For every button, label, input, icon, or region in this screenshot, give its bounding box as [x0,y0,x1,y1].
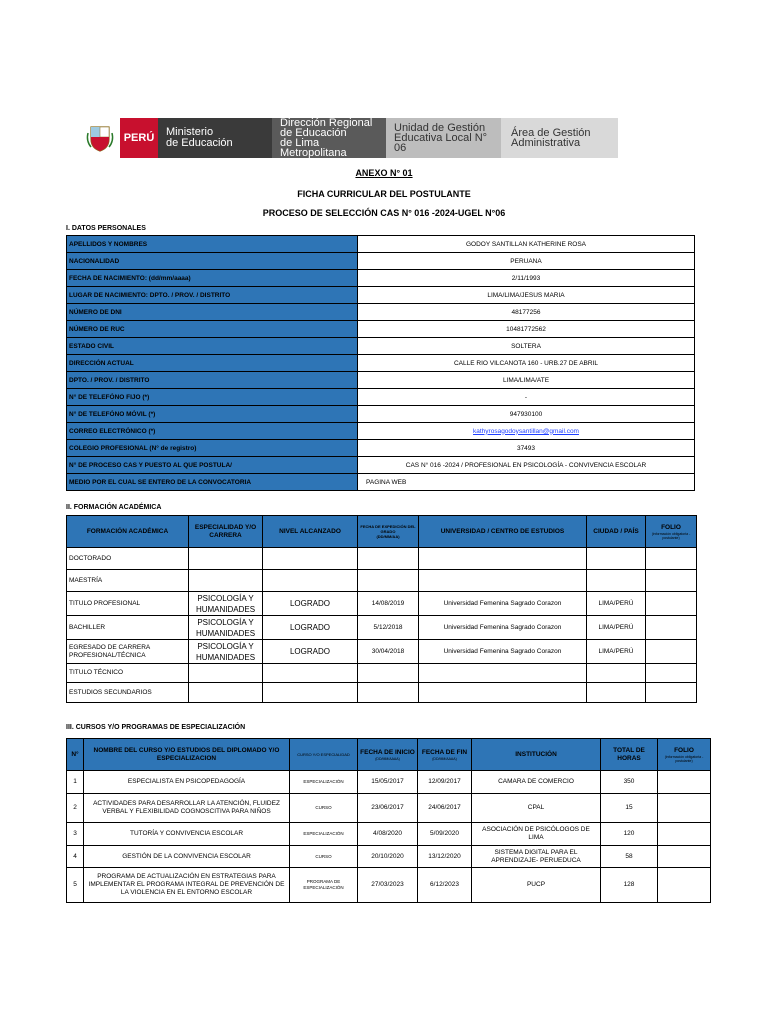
personal-row [67,321,695,338]
personal-row [67,423,695,440]
academic-cell-nivel [263,570,358,592]
col-folio: FOLIO (información obligatoria - postulante) [646,516,697,548]
col-ciudad: CIUDAD / PAÍS [587,516,646,548]
ministry-label: Ministerio de Educación [158,118,272,158]
col-inicio: FECHA DE INICIO (DD/MM/AAAA) [358,739,418,771]
personal-row [67,440,695,457]
academic-cell-folio [646,592,697,616]
course-cell-institucion: CAMARA DE COMERCIO [472,771,601,794]
academic-cell-fecha [358,548,419,570]
course-cell-horas: 128 [601,868,658,903]
personal-label: CORREO ELECTRÓNICO (*) [67,423,358,440]
personal-row [67,406,695,423]
personal-label: NÚMERO DE DNI [67,304,358,321]
course-cell-institucion: ASOCIACIÓN DE PSICÓLOGOS DE LIMA [472,823,601,846]
academic-row [67,683,697,703]
personal-label: DIRECCIÓN ACTUAL [67,355,358,372]
academic-cell-nivel: LOGRADO [263,592,358,616]
personal-label: FECHA DE NACIMIENTO: (dd/mm/aaaa) [67,270,358,287]
personal-value: GODOY SANTILLAN KATHERINE ROSA [358,236,695,253]
academic-cell-formacion: EGRESADO DE CARRERA PROFESIONAL/TÉCNICA [67,640,189,664]
personal-value: 10481772562 [358,321,695,338]
personal-value: - [358,389,695,406]
academic-cell-fecha: 14/08/2019 [358,592,419,616]
course-cell-tipo: CURSO [290,794,358,823]
academic-table [66,515,697,703]
academic-cell-universidad: Universidad Femenina Sagrado Corazon [419,592,587,616]
course-cell-nombre: PROGRAMA DE ACTUALIZACIÓN EN ESTRATEGIAS PARA IMPLEMENTAR EL PROGRAMA INTEGRAL DE PREVENCIÓN DE LA VIOLENCIA EN EL ENTORNO ESCOLAR [84,868,290,903]
academic-cell-especialidad: PSICOLOGÍA Y HUMANIDADES [189,640,263,664]
course-cell-nombre: TUTORÍA Y CONVIVENCIA ESCOLAR [84,823,290,846]
academic-cell-ciudad: LIMA/PERÚ [587,592,646,616]
course-cell-folio [658,771,711,794]
personal-row [67,355,695,372]
personal-label: ESTADO CIVIL [67,338,358,355]
course-cell-n: 5 [67,868,84,903]
academic-cell-formacion: TITULO TÉCNICO [67,664,189,683]
course-cell-institucion: PUCP [472,868,601,903]
academic-cell-formacion: DOCTORADO [67,548,189,570]
process-title: PROCESO DE SELECCIÓN CAS N° 016 -2024-UGEL N°06 [262,208,506,218]
course-cell-folio [658,846,711,868]
personal-value: LIMA/LIMA/ATE [358,372,695,389]
personal-value: 2/11/1993 [358,270,695,287]
academic-cell-ciudad: LIMA/PERÚ [587,640,646,664]
academic-cell-nivel [263,548,358,570]
academic-cell-formacion: MAESTRÍA [67,570,189,592]
course-cell-nombre: GESTIÓN DE LA CONVIVENCIA ESCOLAR [84,846,290,868]
academic-cell-especialidad: PSICOLOGÍA Y HUMANIDADES [189,592,263,616]
course-cell-n: 1 [67,771,84,794]
academic-cell-universidad: Universidad Femenina Sagrado Corazon [419,640,587,664]
courses-section-title: III. CURSOS Y/O PROGRAMAS DE ESPECIALIZACIÓN [66,724,246,731]
academic-cell-formacion: BACHILLER [67,616,189,640]
course-row [67,771,711,794]
course-cell-fin: 24/06/2017 [418,794,472,823]
course-cell-tipo: ESPECIALIZACIÓN [290,771,358,794]
personal-label: N° DE TELEFÓNO MÓVIL (*) [67,406,358,423]
col-fecha: FECHA DE EXPEDICIÓN DEL GRADO (DD/MM/AA) [358,516,419,548]
course-cell-fin: 5/09/2020 [418,823,472,846]
course-cell-folio [658,794,711,823]
personal-row [67,270,695,287]
course-cell-tipo: ESPECIALIZACIÓN [290,823,358,846]
course-cell-inicio: 27/03/2023 [358,868,418,903]
course-row [67,846,711,868]
academic-cell-nivel: LOGRADO [263,616,358,640]
personal-value: PAGINA WEB [358,474,695,491]
personal-value: 947930100 [358,406,695,423]
academic-cell-universidad: Universidad Femenina Sagrado Corazon [419,616,587,640]
form-title: FICHA CURRICULAR DEL POSTULANTE [297,189,471,199]
course-cell-horas: 58 [601,846,658,868]
annex-title: ANEXO N° 01 [355,168,413,178]
academic-cell-ciudad: LIMA/PERÚ [587,616,646,640]
col-institucion: INSTITUCIÓN [472,739,601,771]
personal-value: CALLE RIO VILCANOTA 160 - URB.27 DE ABRIL [358,355,695,372]
course-cell-tipo: PROGRAMA DE ESPECIALIZACIÓN [290,868,358,903]
personal-row [67,338,695,355]
course-cell-fin: 13/12/2020 [418,846,472,868]
personal-label: DPTO. / PROV. / DISTRITO [67,372,358,389]
academic-cell-folio [646,683,697,703]
personal-row [67,253,695,270]
academic-cell-folio [646,664,697,683]
ugel-label: Unidad de Gestión Educativa Local N° 06 [386,118,501,158]
personal-label: COLEGIO PROFESIONAL (N° de registro) [67,440,358,457]
personal-data-table [66,235,695,491]
academic-row [67,640,697,664]
academic-cell-nivel [263,664,358,683]
personal-label: NÚMERO DE RUC [67,321,358,338]
academic-cell-especialidad [189,664,263,683]
course-cell-horas: 350 [601,771,658,794]
personal-label: N° DE PROCESO CAS Y PUESTO AL QUE POSTULA/ [67,457,358,474]
course-cell-institucion: CPAL [472,794,601,823]
academic-cell-fecha [358,570,419,592]
personal-label: MEDIO POR EL CUAL SE ENTERO DE LA CONVOCATORIA [67,474,358,491]
dre-label: Dirección Regional de Educación de Lima Metropolitana [272,118,386,158]
academic-row [67,592,697,616]
personal-row [67,457,695,474]
col-tipo: CURSO Y/O ESPECIALIDAD [290,739,358,771]
course-row [67,868,711,903]
course-cell-inicio: 20/10/2020 [358,846,418,868]
peru-crest-icon [80,118,120,158]
personal-value: LIMA/LIMA/JESUS MARIA [358,287,695,304]
academic-row [67,548,697,570]
personal-value: CAS N° 016 -2024 / PROFESIONAL EN PSICOLOGÍA - CONVIVENCIA ESCOLAR [358,457,695,474]
course-cell-inicio: 23/06/2017 [358,794,418,823]
academic-cell-formacion: ESTUDIOS SECUNDARIOS [67,683,189,703]
personal-row [67,474,695,491]
course-row [67,823,711,846]
course-cell-n: 2 [67,794,84,823]
academic-cell-formacion: TITULO PROFESIONAL [67,592,189,616]
col-universidad: UNIVERSIDAD / CENTRO DE ESTUDIOS [419,516,587,548]
area-label: Área de Gestión Administrativa [501,118,618,158]
personal-row [67,287,695,304]
academic-cell-fecha [358,683,419,703]
personal-row [67,389,695,406]
course-cell-folio [658,823,711,846]
academic-row [67,570,697,592]
institutional-header [80,118,618,158]
academic-cell-universidad [419,664,587,683]
col-horas: TOTAL DE HORAS [601,739,658,771]
course-cell-n: 3 [67,823,84,846]
academic-cell-fecha [358,664,419,683]
course-cell-inicio: 4/08/2020 [358,823,418,846]
personal-value: 48177256 [358,304,695,321]
academic-cell-folio [646,570,697,592]
academic-cell-ciudad [587,570,646,592]
personal-row [67,304,695,321]
academic-cell-universidad [419,570,587,592]
academic-cell-fecha: 30/04/2018 [358,640,419,664]
courses-table [66,738,711,903]
personal-value [358,423,695,440]
personal-row [67,236,695,253]
personal-value: 37493 [358,440,695,457]
personal-value: PERUANA [358,253,695,270]
academic-cell-especialidad [189,548,263,570]
personal-label: LUGAR DE NACIMIENTO: DPTO. / PROV. / DISTRITO [67,287,358,304]
academic-cell-especialidad [189,570,263,592]
email-link[interactable]: kathyrosagodoysantillan@gmail.com [473,427,579,435]
academic-row [67,616,697,640]
personal-label: APELLIDOS Y NOMBRES [67,236,358,253]
course-cell-horas: 120 [601,823,658,846]
personal-label: N° DE TELEFÓNO FIJO (*) [67,389,358,406]
course-cell-institucion: SISTEMA DIGITAL PARA EL APRENDIZAJE- PERUEDUCA [472,846,601,868]
course-cell-horas: 15 [601,794,658,823]
course-row [67,794,711,823]
academic-cell-especialidad: PSICOLOGÍA Y HUMANIDADES [189,616,263,640]
personal-row [67,372,695,389]
col-especialidad: ESPECIALIDAD Y/O CARRERA [189,516,263,548]
col-nombre: NOMBRE DEL CURSO Y/O ESTUDIOS DEL DIPLOMADO Y/O ESPECIALIZACION [84,739,290,771]
course-cell-fin: 6/12/2023 [418,868,472,903]
col-n: N° [67,739,84,771]
course-cell-n: 4 [67,846,84,868]
course-cell-tipo: CURSO [290,846,358,868]
course-cell-nombre: ACTIVIDADES PARA DESARROLLAR LA ATENCIÓN, FLUIDEZ VERBAL Y FLEXIBILIDAD COGNOSCITIVA PARA NIÑOS [84,794,290,823]
personal-section-title: I. DATOS PERSONALES [66,225,146,232]
academic-cell-ciudad [587,664,646,683]
academic-cell-nivel [263,683,358,703]
course-cell-folio [658,868,711,903]
academic-cell-universidad [419,683,587,703]
academic-row [67,664,697,683]
academic-cell-nivel: LOGRADO [263,640,358,664]
academic-cell-folio [646,616,697,640]
course-cell-inicio: 15/05/2017 [358,771,418,794]
academic-cell-folio [646,640,697,664]
academic-cell-universidad [419,548,587,570]
academic-cell-fecha: 5/12/2018 [358,616,419,640]
col-formacion: FORMACIÓN ACADÉMICA [67,516,189,548]
academic-section-title: II. FORMACIÓN ACADÉMICA [66,504,162,511]
academic-cell-ciudad [587,683,646,703]
peru-label: PERÚ [120,118,158,158]
col-folio: FOLIO (información obligatoria - postulante) [658,739,711,771]
col-fin: FECHA DE FIN (DD/MM/AAAA) [418,739,472,771]
academic-cell-folio [646,548,697,570]
academic-cell-ciudad [587,548,646,570]
col-nivel: NIVEL ALCANZADO [263,516,358,548]
academic-cell-especialidad [189,683,263,703]
course-cell-fin: 12/09/2017 [418,771,472,794]
personal-label: NACIONALIDAD [67,253,358,270]
course-cell-nombre: ESPECIALISTA EN PSICOPEDAGOGÍA [84,771,290,794]
personal-value: SOLTERA [358,338,695,355]
